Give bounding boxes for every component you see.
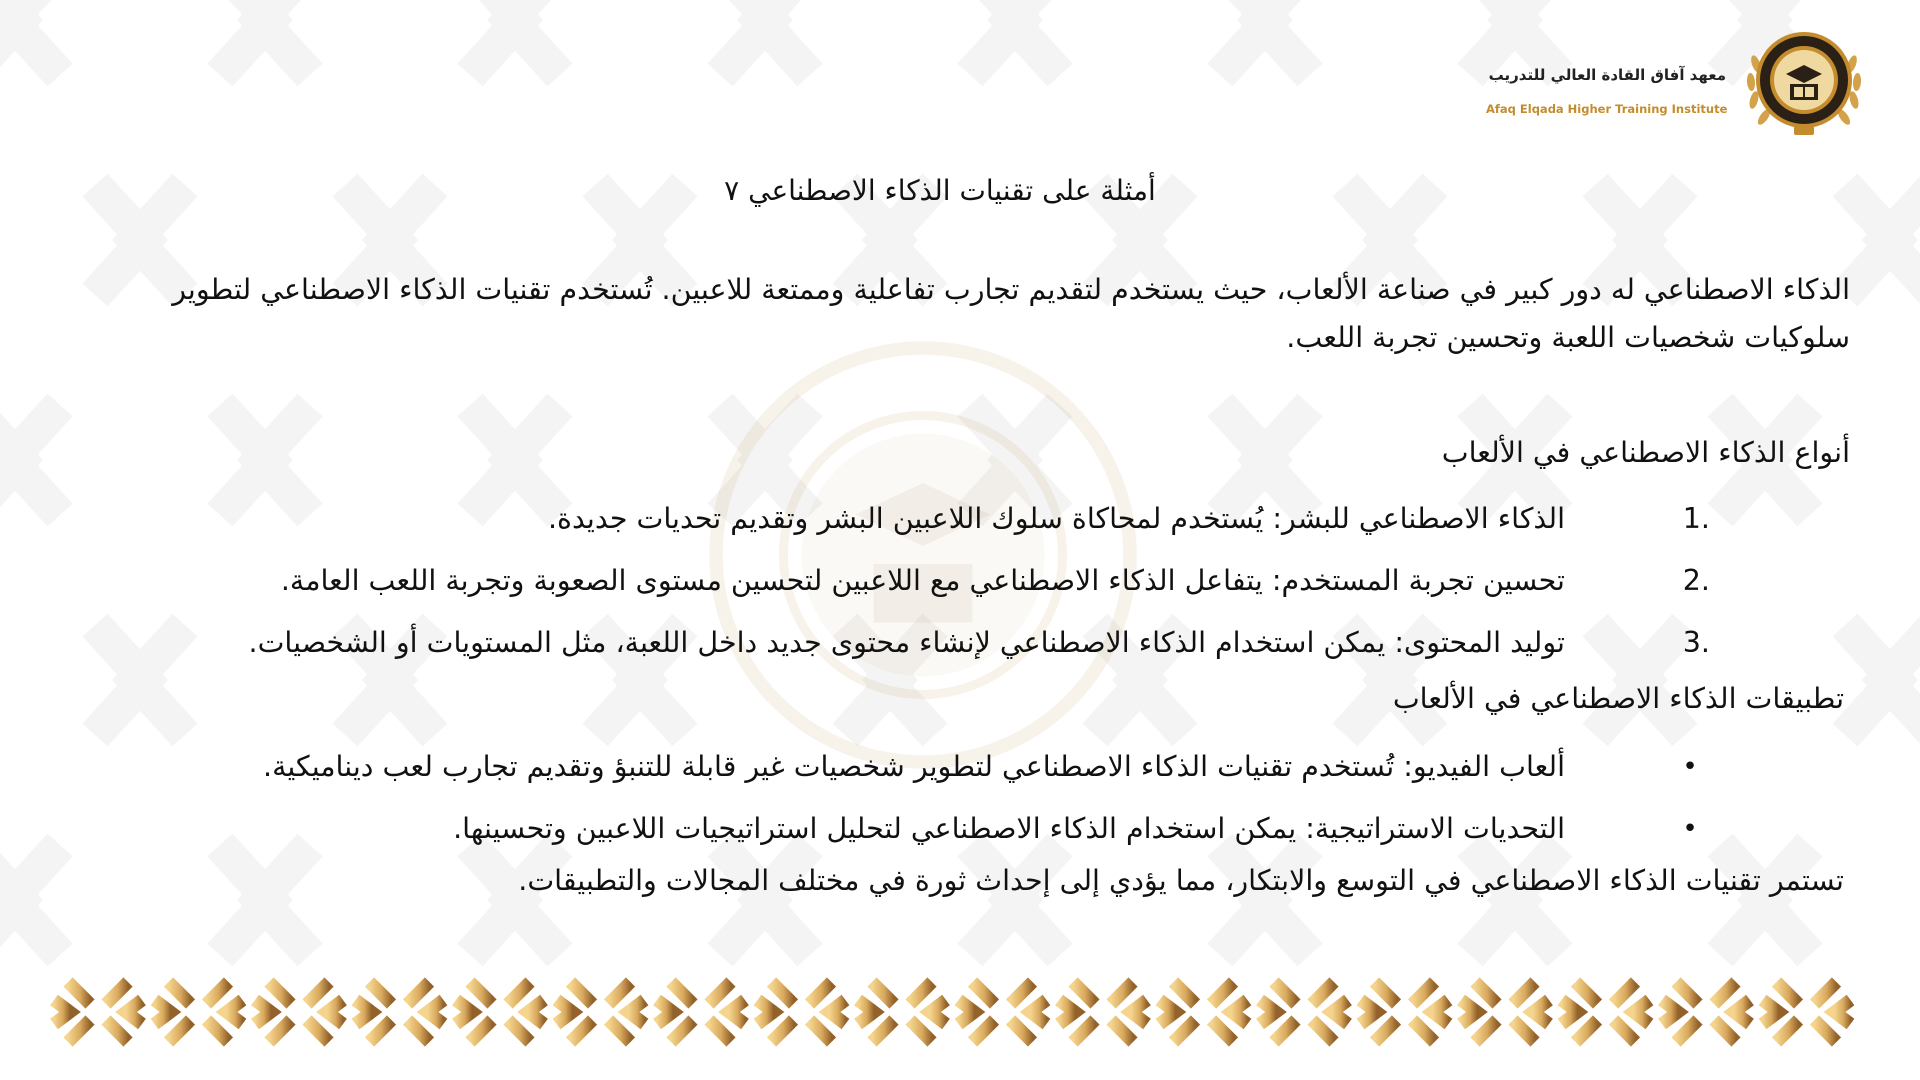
list-number: 1. <box>1682 502 1710 535</box>
types-heading: أنواع الذكاء الاصطناعي في الألعاب <box>1441 436 1850 469</box>
list-item <box>0 742 1920 792</box>
closing-paragraph: تستمر تقنيات الذكاء الاصطناعي في التوسع والابتكار، مما يؤدي إلى إحداث ثورة في مختلف المجالات والتطبيقات. <box>518 864 1844 897</box>
list-item-text: توليد المحتوى: يمكن استخدام الذكاء الاصطناعي لإنشاء محتوى جديد داخل اللعبة، مثل المستويات أو الشخصيات. <box>248 626 1565 659</box>
list-number: 2. <box>1682 564 1710 597</box>
intro-paragraph: الذكاء الاصطناعي له دور كبير في صناعة الألعاب، حيث يستخدم لتقديم تجارب تفاعلية وممتعة للاعبين. تُستخدم تقنيات الذكاء الاصطناعي لتطوير سلوكيات شخصيات اللعبة وتحسين تجربة اللعب. <box>172 273 1850 354</box>
list-item-text: ألعاب الفيديو: تُستخدم تقنيات الذكاء الاصطناعي لتطوير شخصيات غير قابلة للتنبؤ وتقديم تجارب لعب ديناميكية. <box>263 750 1565 783</box>
institute-seal-icon <box>1742 22 1866 140</box>
applications-heading: تطبيقات الذكاء الاصطناعي في الألعاب <box>1392 682 1844 715</box>
bullet-icon: • <box>1682 814 1698 844</box>
list-number: 3. <box>1682 626 1710 659</box>
list-item <box>0 804 1920 854</box>
slide-title: أمثلة على تقنيات الذكاء الاصطناعي ٧ <box>724 174 1156 207</box>
list-item-text: تحسين تجربة المستخدم: يتفاعل الذكاء الاصطناعي مع اللاعبين لتحسين مستوى الصعوبة وتجربة اللعب العامة. <box>280 564 1565 597</box>
decorative-gold-band <box>0 960 1920 1080</box>
institute-logo <box>1486 22 1866 142</box>
list-item <box>0 556 1920 606</box>
list-item <box>0 618 1920 668</box>
institute-name-english: Afaq Elqada Higher Training Institute <box>1486 102 1728 116</box>
institute-name-arabic: معهد آفاق القادة العالي للتدريب <box>1488 66 1726 84</box>
bullet-icon: • <box>1682 752 1698 782</box>
list-item-text: التحديات الاستراتيجية: يمكن استخدام الذكاء الاصطناعي لتحليل استراتيجيات اللاعبين وتحسينها. <box>453 812 1565 845</box>
list-item-text: الذكاء الاصطناعي للبشر: يُستخدم لمحاكاة سلوك اللاعبين البشر وتقديم تحديات جديدة. <box>547 502 1565 535</box>
list-item <box>0 494 1920 544</box>
